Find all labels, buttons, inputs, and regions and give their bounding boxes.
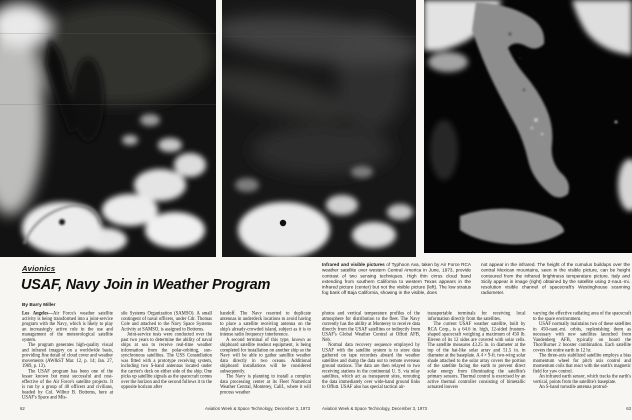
journal-line-right: Aviation Week & Space Technology, December 3, 1973 xyxy=(322,406,428,411)
typhoon-eye-visible xyxy=(59,219,65,225)
photo-caption-left: Infrared and visible pictures of Typhoon Ava, taken by Air Force RCA weather satellite over western Central America in June, 1973, provide contrast of two sensing techniques. High thin cirrus cloud band extending from southern California to western Texas appears in the infrared picture (center) but not the visible picture (left). The low stratus fog bank off Baja California, showing in the visible, does xyxy=(322,262,471,296)
satellite-photo-italy xyxy=(424,0,632,253)
footer-left-page xyxy=(20,406,310,411)
section-kicker: Avionics xyxy=(22,264,56,273)
page-number-left: 62 xyxy=(20,406,25,411)
footer-right-page xyxy=(322,406,631,411)
article-column-2: sile Systems Organization (SAMSO). A small contingent of naval officers, under Cdr. Thomas Cole and attached to the Navy Space Systems Activity at SAMSO, is assigned to Bottoms. Joint-service tests were conducted over the past two years to determine the ability of naval ships at sea to receive real-time weather information from the polar-orbiting, sun-synchronous satellites. The USS Constellation was fitted with a prototype receiving system, including two S-band antennas located under the carrier's deck on either side of the ship. One picks up satellite signals as the spacecraft comes over the horizon and the second follows it to the opposite horizon after xyxy=(121,311,212,390)
article-byline: By Barry Miller xyxy=(22,302,56,308)
article-column-6: varying the effective radiating area of the spacecraft to the space environment. USAF normally maintains two of these satellites in 450-naut.-mi. orbits, replenishing them as necessary with new satellites launched from Vandenberg AFB, typically on board the Thor/Burner 2 booster combination. Each satellite covers the entire earth in 12 hr. The three-axis stabilized satellite employs a bias momentum wheel for pitch axis control and momentum coils that react with the earth's magnetic field for yaw control. An infrared earth sensor, which tracks the earth's vertical, points from the satellite's baseplate. An S-band turnstile antenna protrud- xyxy=(533,311,631,390)
article-title: USAF, Navy Join in Weather Program xyxy=(21,277,271,293)
article-column-5: transportable terminals for receiving local information directly from the satellites. The current USAF weather satellite, built by RCA Corp., is a 64.6 in. high, 12-sided frustum-shaped spacecraft weighing a maximum of 450 lb. Eleven of its 12 sides are covered with solar cells. The satellite measures 43.25 in. in diameter at the top of the hat-like solar array and 51.5 in. in diameter at the baseplate. A 4 × 9-ft. two-wing solar shade attached to the solar array covers the portion of the satellite facing the earth to prevent direct solar energy from illuminating the satellite's primary sensors. Thermal control is exercised by an active thermal controller consisting of bimetallic actuated louvers xyxy=(427,311,526,390)
article-column-3: handoff. The Navy resorted to duplicate antennas in underdeck locations to avoid having to place a satellite receiving antenna on the ship's already-crowded island, subject as it is to intense radio frequency interference. A second terminal of this type, known as shipboard satellite readout equipment, is being completed for installation on another ship so the Navy will be able to gather satellite weather data directly in two oceans. Additional shipboard installations will be considered subsequently. The Navy is planning to install a complex data processing center at its Fleet Numerical Weather Central, Monterey, Calif., where it will process weather xyxy=(220,311,311,395)
journal-line-left: Aviation Week & Space Technology, December 3, 1973 xyxy=(204,406,310,411)
photo-caption-right: not appear in the infrared. The height of the cumulus buildups over the central Mexican mountains, seen in the visible picture, can be height contoured from the infrared brightness temperature picture. Italy and Sicily appear in image (right) obtained by the satellite using 2-naut.-mi. resolution visible channel of spacecraft's Westinghouse scanning radiometer. xyxy=(481,262,630,296)
article-columns-left xyxy=(22,311,311,400)
article-column-4: photos and vertical temperature profiles of the atmosphere for distribution to the fleet. The Navy currently has the ability at Monterey to receive data directly from the USAF satellites or indirectly from USAF's Global Weather Central at Offutt AFB, Neb. Normal data recovery sequence employed by USAF with the satellite system is to store data gathered on tape recorders aboard the weather satellites and dump the data out to remote overseas ground stations. The data are then relayed to two receiving stations in the continental U. S. via relay satellites, which act as transparent sites, rerouting the data immediately over wide-band ground links to Offutt. USAF also has special tactical air- xyxy=(322,311,420,390)
photo-caption xyxy=(322,262,630,296)
article-columns-right xyxy=(322,311,631,390)
satellite-photo-infrared xyxy=(222,0,416,257)
typhoon-eye-infrared xyxy=(280,220,286,226)
article-column-1: Los Angeles—Air Force's weather satellite activity is being transformed into a joint-service program with the Navy, which is likely to play an increasingly active role in the use and management of the meteorological satellite system. The program generates high-quality visual and infrared imagery on a worldwide basis, providing fine detail of cloud cover and weather movements (AW&ST Mar. 12, p. 14; Jan. 27, 1969, p. 13). The USAF program has been one of the lesser known but most successful and cost-effective of the Air Force's satellite projects. It is run by a group of 40 officers and civilians, headed by Col. Wilbur B. Bottoms, here at USAF's Space and Mis- xyxy=(22,311,113,400)
satellite-photo-visible xyxy=(0,0,216,257)
page-number-right: 63 xyxy=(626,406,631,411)
